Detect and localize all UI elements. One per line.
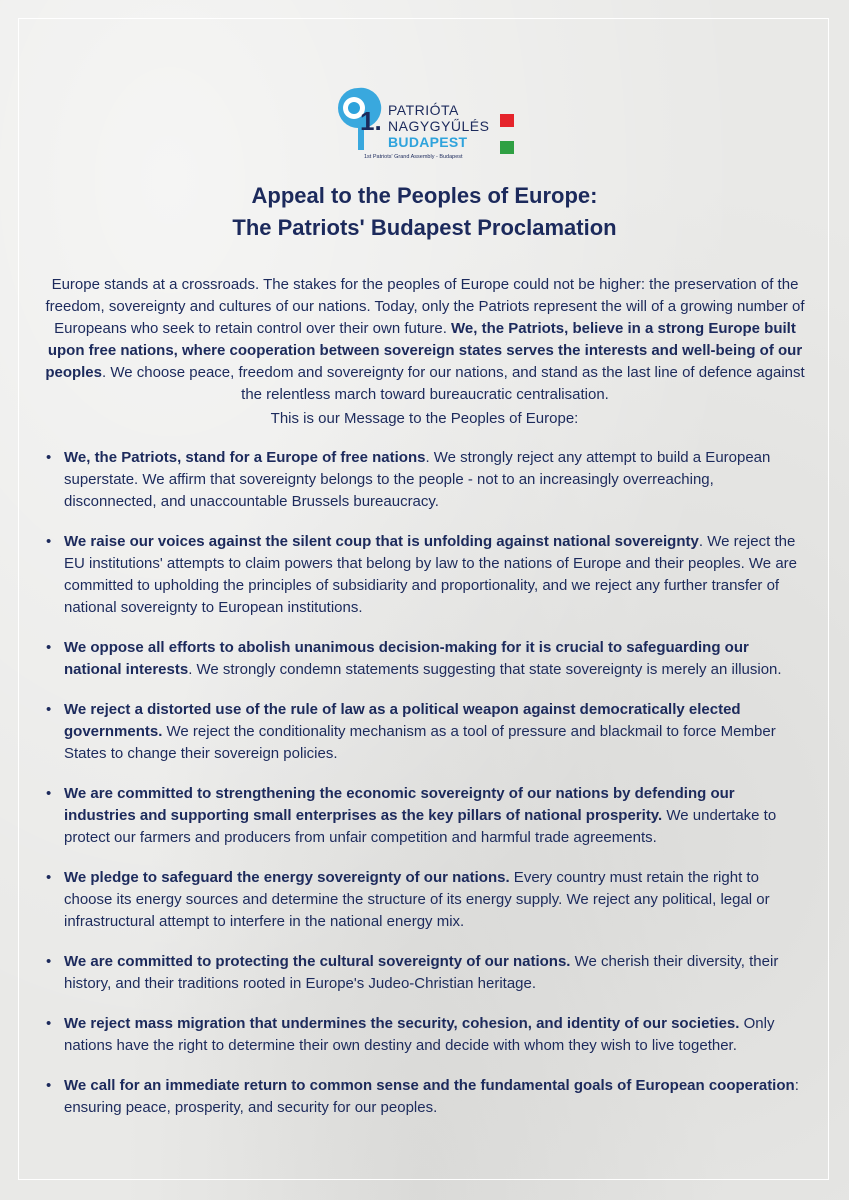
- list-item-bold: We call for an immediate return to common sense and the fundamental goals of European cooperation: [64, 1077, 795, 1094]
- list-item: [40, 867, 810, 933]
- list-item-bold: We are committed to strengthening the economic sovereignty of our nations by defending our industries and supporting small enterprises as the key pillars of national prosperity.: [64, 785, 735, 824]
- logo-line2: NAGYGYŰLÉS: [388, 118, 490, 134]
- list-item-bold: We reject mass migration that undermines the security, cohesion, and identity of our societies.: [64, 1015, 740, 1032]
- list-item-bold: We pledge to safeguard the energy sovereignty of our nations.: [64, 869, 510, 886]
- logo-line1: PATRIÓTA: [388, 102, 459, 118]
- list-item: [40, 531, 810, 619]
- bullet-icon: •: [46, 953, 52, 970]
- list-item-bold: We raise our voices against the silent coup that is unfolding against national sovereignty: [64, 533, 699, 550]
- list-item-text: We reject the conditionality mechanism as a tool of pressure and blackmail to force Member States to change their sovereign policies.: [64, 723, 776, 762]
- bullet-icon: •: [46, 701, 52, 718]
- intro-paragraph: [40, 274, 810, 406]
- page-title-line1: Appeal to the Peoples of Europe:: [251, 183, 598, 208]
- flag-red-stripe: [500, 114, 514, 127]
- list-item: [40, 783, 810, 849]
- intro-text-bold: We, the Patriots, believe in a strong Europe built upon free nations, where cooperation between sovereign states serves the interests and well-being of our peoples: [45, 320, 803, 381]
- bullet-icon: •: [46, 785, 52, 802]
- list-item: [40, 447, 810, 513]
- list-item-bold: We reject a distorted use of the rule of law as a political weapon against democratically elected governments.: [64, 701, 741, 740]
- list-item-bold: We, the Patriots, stand for a Europe of free nations: [64, 449, 426, 466]
- list-item: [40, 1013, 810, 1057]
- list-item-text: Only nations have the right to determine their own destiny and decide with whom they wish to live together.: [64, 1015, 775, 1054]
- message-heading: This is our Message to the Peoples of Europe:: [270, 410, 579, 427]
- bullet-icon: •: [46, 1077, 52, 1094]
- intro-text-2: . We choose peace, freedom and sovereignty for our nations, and stand as the last line of defence against the relentless march toward bureaucratic centralisation.: [102, 364, 805, 403]
- list-item: [40, 637, 810, 681]
- flag-green-stripe: [500, 141, 514, 154]
- list-item-text: Every country must retain the right to choose its energy sources and determine the structure of its energy supply. We reject any political, legal or infrastructural attempt to interfere in the national energy mix.: [64, 869, 770, 930]
- page-title-line2: The Patriots' Budapest Proclamation: [232, 215, 617, 240]
- list-item-text: We cherish their diversity, their history, and their traditions rooted in Europe's Judeo-Christian heritage.: [64, 953, 779, 992]
- bullet-icon: •: [46, 533, 52, 550]
- bullet-icon: •: [46, 1015, 52, 1032]
- event-logo: [336, 84, 526, 174]
- list-item: [40, 1075, 810, 1119]
- list-item: [40, 951, 810, 995]
- bullet-icon: •: [46, 639, 52, 656]
- list-item-bold: We are committed to protecting the cultural sovereignty of our nations.: [64, 953, 571, 970]
- intro-text-1: Europe stands at a crossroads. The stakes for the peoples of Europe could not be higher: the preservation of the freedom, sovereignty and cultures of our nations. Today, only the Patriots represent the will of a growing number of Europeans who seek to retain control over their own future.: [45, 276, 805, 337]
- bullet-icon: •: [46, 869, 52, 886]
- proclamation-list: [40, 447, 810, 1137]
- list-item: [40, 699, 810, 765]
- list-item-text: . We reject the EU institutions' attempts to claim powers that belong by law to the nations of Europe and their peoples. We are committed to upholding the principles of subsidiarity and proportionality, and we reject any further transfer of national sovereignty to European institutions.: [64, 533, 797, 616]
- logo-line3: BUDAPEST: [388, 134, 468, 150]
- list-item-bold: We oppose all efforts to abolish unanimous decision-making for it is crucial to safeguarding our national interests: [64, 639, 749, 678]
- logo-subtitle: 1st Patriots' Grand Assembly - Budapest: [364, 154, 463, 160]
- logo-number: 1.: [360, 106, 382, 136]
- list-item-text: . We strongly reject any attempt to build a European superstate. We affirm that sovereignty belongs to the people - not to an increasingly overreaching, disconnected, and unaccountable Brussels bureaucracy.: [64, 449, 771, 510]
- list-item-text: . We strongly condemn statements suggesting that state sovereignty is merely an illusion.: [188, 661, 782, 678]
- list-item-text: : ensuring peace, prosperity, and security for our peoples.: [64, 1077, 799, 1116]
- bullet-icon: •: [46, 449, 52, 466]
- list-item-text: We undertake to protect our farmers and producers from unfair competition and harmful trade agreements.: [64, 807, 777, 846]
